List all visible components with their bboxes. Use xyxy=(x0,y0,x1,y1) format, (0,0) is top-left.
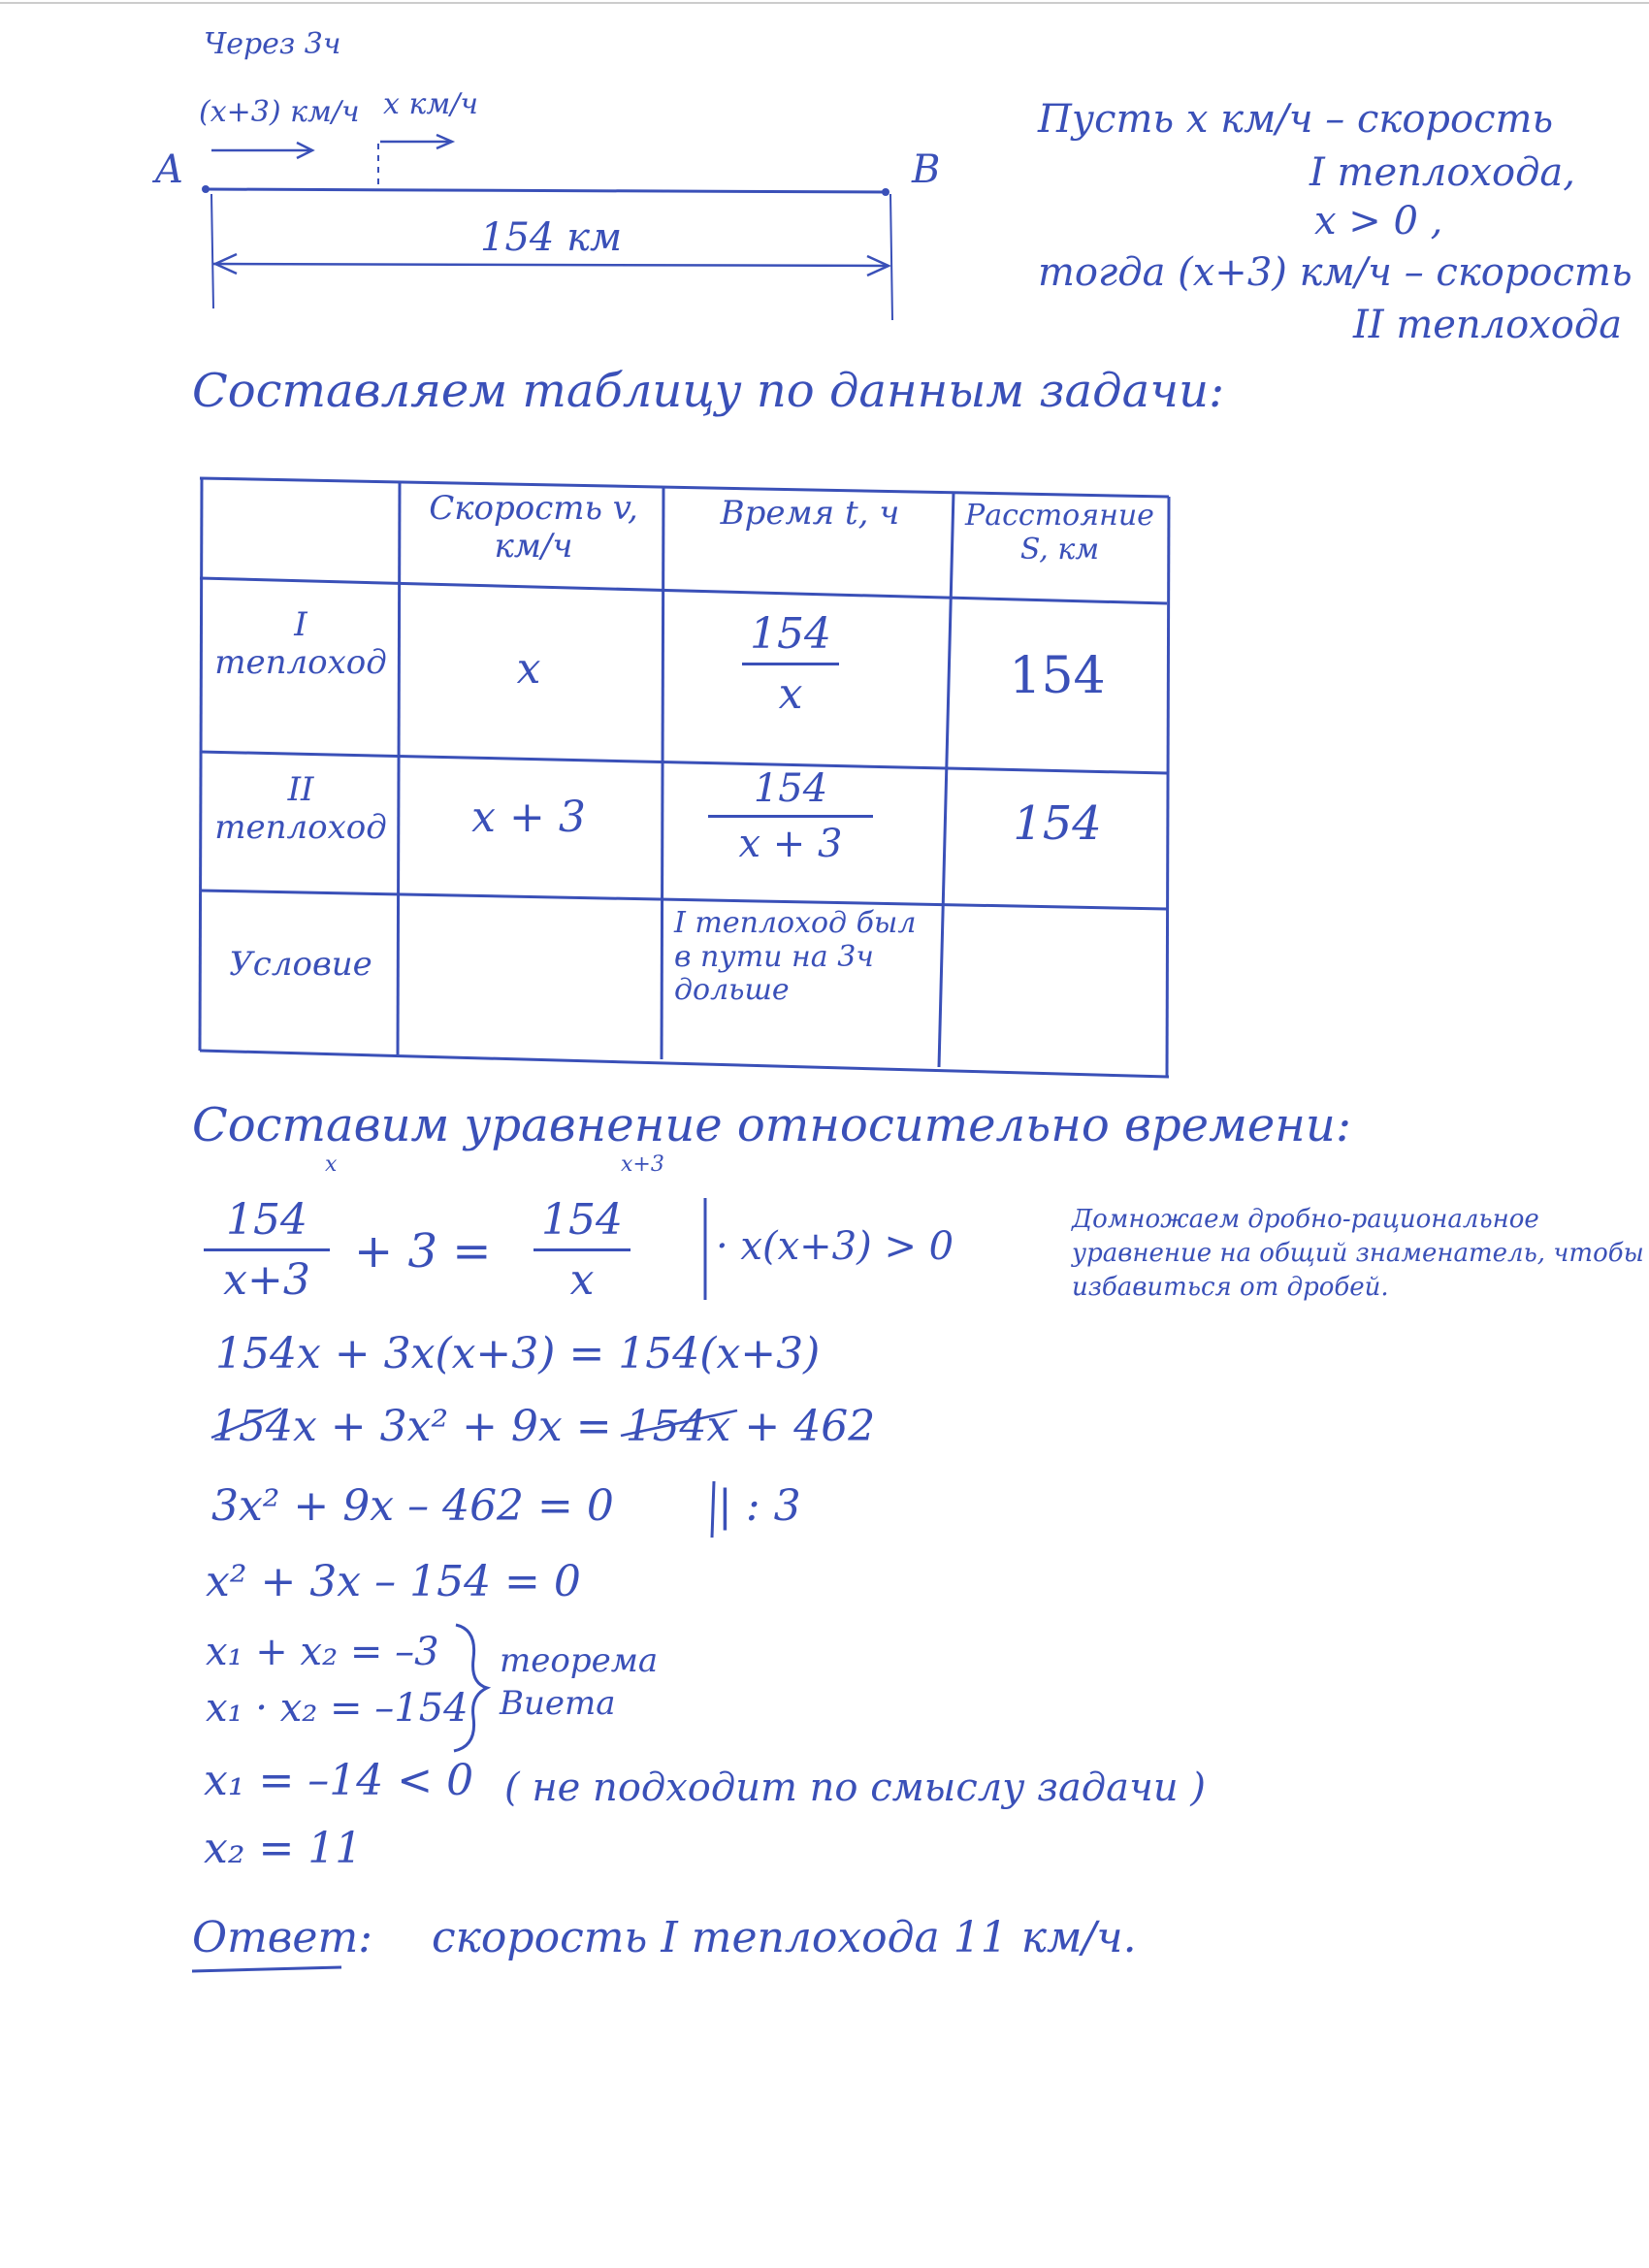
row1-label: I теплоход xyxy=(214,605,387,683)
vieta-sum: x₁ + x₂ = –3 xyxy=(206,1630,439,1674)
row2-time xyxy=(708,766,873,866)
intro-line-5: II теплохода xyxy=(1353,303,1623,347)
header-distance: Расстояние S, км xyxy=(965,499,1154,567)
step-3: 3x² + 9x – 462 = 0 xyxy=(211,1481,614,1531)
header-time: Время t, ч xyxy=(720,494,900,533)
rhs-fraction xyxy=(534,1195,630,1305)
intro-line-4: тогда (x+3) км/ч – скорость xyxy=(1038,250,1633,295)
equation-plus: + 3 = xyxy=(354,1224,492,1279)
speed-right-label: x км/ч xyxy=(383,87,479,121)
row2-distance: 154 xyxy=(1013,796,1102,851)
lhs-num: 154 xyxy=(226,1195,307,1245)
step-4: x² + 3x – 154 = 0 xyxy=(206,1557,581,1606)
row2-speed: x + 3 xyxy=(471,793,586,842)
point-a-label: A xyxy=(155,147,183,192)
tick-a xyxy=(211,194,213,308)
intro-line-1: Пусть x км/ч – скорость xyxy=(1038,97,1554,142)
point-a-dot xyxy=(202,185,210,193)
tick-b xyxy=(890,194,892,320)
root-x2: x₂ = 11 xyxy=(204,1824,363,1873)
row2-time-num: 154 xyxy=(753,766,828,811)
header-speed: Скорость v, км/ч xyxy=(429,489,638,567)
segment-ab xyxy=(204,189,888,192)
mult-right: x+3 xyxy=(621,1152,664,1177)
point-b-label: B xyxy=(912,147,941,192)
divide-bar xyxy=(712,1481,714,1538)
vieta-label: теорема Виета xyxy=(500,1641,659,1724)
intro-line-3: x > 0 , xyxy=(1314,199,1443,243)
rhs-num: 154 xyxy=(541,1195,623,1245)
lhs-den: x+3 xyxy=(223,1255,310,1305)
row1-time xyxy=(742,609,839,719)
distance-label: 154 км xyxy=(480,215,623,260)
equation-condition: · x(x+3) > 0 xyxy=(716,1224,954,1269)
distance-arrow xyxy=(213,264,889,266)
speed-left-label: (x+3) км/ч xyxy=(199,95,360,129)
point-b-dot xyxy=(882,188,889,196)
row2-time-den: x + 3 xyxy=(738,822,843,866)
rhs-den: x xyxy=(569,1255,595,1305)
row1-time-num: 154 xyxy=(750,609,831,659)
answer-label: Ответ: xyxy=(192,1913,372,1962)
vieta-product: x₁ · x₂ = –154 xyxy=(206,1686,469,1731)
root-x1-note: ( не подходит по смыслу задачи ) xyxy=(504,1766,1206,1810)
mult-left: x xyxy=(325,1152,338,1177)
diagram-caption: Через 3ч xyxy=(204,27,341,61)
equation-note: Домножаем дробно-рациональное уравнение на общий знаменатель, чтобы избавиться от дробей. xyxy=(1072,1205,1644,1303)
equation-title: Составим уравнение относительно времени: xyxy=(192,1098,1351,1152)
row1-distance: 154 xyxy=(1009,647,1106,705)
step-1: 154x + 3x(x+3) = 154(x+3) xyxy=(215,1329,821,1378)
row2-label: II теплоход xyxy=(214,770,387,848)
root-x1: x₁ = –14 < 0 xyxy=(204,1756,474,1805)
row3-label: Условие xyxy=(229,945,372,984)
row1-speed: x xyxy=(516,644,541,694)
step-3-divide: | : 3 xyxy=(718,1481,801,1531)
intro-line-2: I теплохода, xyxy=(1310,150,1575,195)
answer-text: скорость I теплохода 11 км/ч. xyxy=(432,1913,1137,1962)
table-title: Составляем таблицу по данным задачи: xyxy=(192,364,1225,418)
row3-time-text: I теплоход был в пути на 3ч дольше xyxy=(674,906,917,1007)
row1-time-den: x xyxy=(778,669,803,719)
answer-underline xyxy=(192,1967,341,1971)
lhs-fraction xyxy=(204,1195,330,1305)
step-2: 154x + 3x² + 9x = 154x + 462 xyxy=(211,1402,876,1451)
